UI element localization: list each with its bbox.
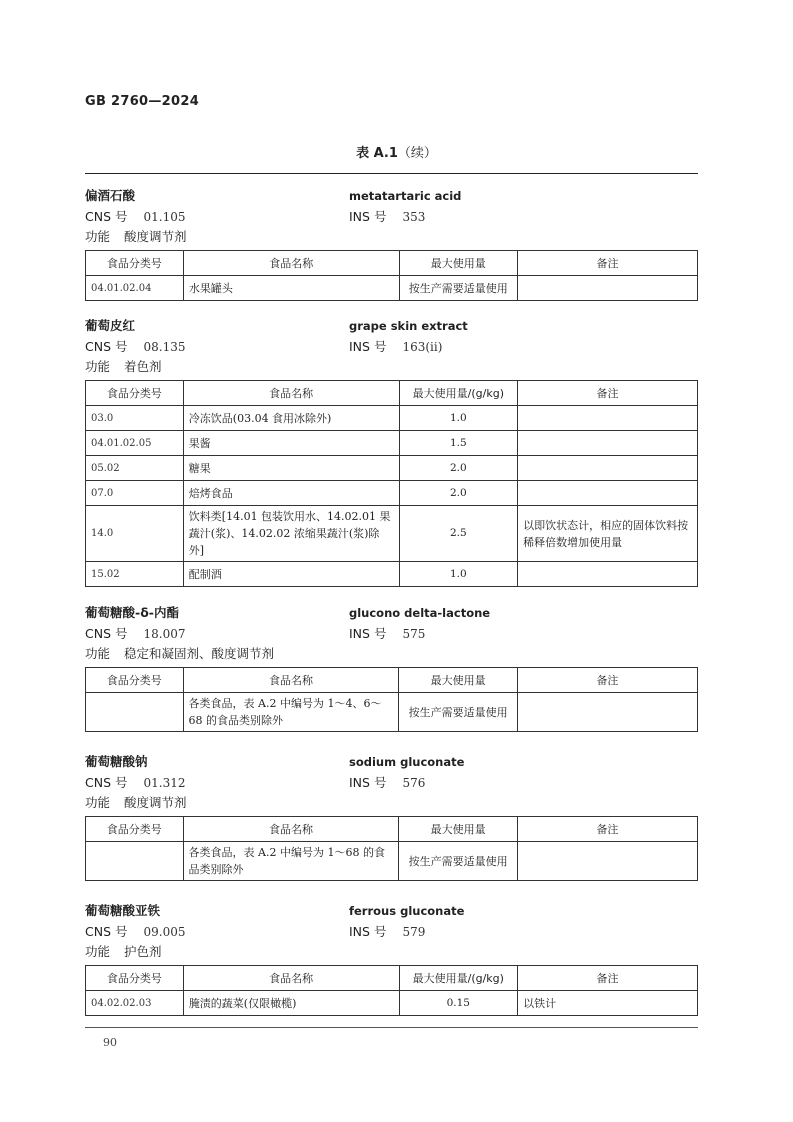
col-header-note: 备注 [518,966,698,991]
col-header-max: 最大使用量 [399,251,517,276]
additive-name-cn: 葡萄糖酸亚铁 [85,903,161,918]
food-name: 水果罐头 [183,276,399,301]
table-row [86,506,698,562]
col-header-note: 备注 [517,251,697,276]
table-row [86,276,698,301]
function-value: 酸度调节剂 [124,229,187,244]
col-header-name: 食品名称 [183,251,399,276]
food-code: 05.02 [86,456,184,481]
col-header-code: 食品分类号 [86,381,184,406]
top-rule [85,173,698,174]
cns-label: CNS 号 [85,775,128,790]
table-caption-continued: （续） [397,146,437,161]
table-row [86,842,698,881]
food-name: 焙烤食品 [183,481,399,506]
cns-label: CNS 号 [85,209,128,224]
note [518,456,698,481]
function-label: 功能 [85,229,111,244]
note [518,481,698,506]
food-name: 冷冻饮品(03.04 食用冰除外) [183,406,399,431]
food-name: 腌渍的蔬菜(仅限橄榄) [183,991,399,1016]
col-header-code: 食品分类号 [86,668,184,693]
ins-label: INS 号 [349,626,387,641]
additive-entry [85,186,698,301]
ins-label: INS 号 [349,924,387,939]
col-header-code: 食品分类号 [86,817,184,842]
cns-value: 08.135 [143,340,186,354]
ins-value: 353 [402,210,426,224]
col-header-note: 备注 [518,381,698,406]
note [518,431,698,456]
note: 以即饮状态计，相应的固体饮料按稀释倍数增加使用量 [518,506,698,562]
table-row [86,456,698,481]
additive-name-en: ferrous gluconate [349,904,465,918]
col-header-name: 食品名称 [183,817,399,842]
function-value: 稳定和凝固剂、酸度调节剂 [124,646,275,661]
food-name: 各类食品，表 A.2 中编号为 1～68 的食品类别除外 [183,842,399,881]
table-row [86,406,698,431]
food-name: 饮料类[14.01 包装饮用水、14.02.01 果蔬汁(浆)、14.02.02 浓缩果蔬汁(浆)除外] [183,506,399,562]
usage-table [85,816,698,881]
usage-table [85,667,698,732]
additive-entry [85,901,698,1016]
food-code: 14.0 [86,506,184,562]
additive-name-en: glucono delta-lactone [349,606,491,620]
cns-value: 01.105 [143,210,186,224]
col-header-max: 最大使用量/(g/kg) [399,381,518,406]
usage-table [85,250,698,301]
document-number: GB 2760—2024 [85,94,200,109]
col-header-max: 最大使用量 [399,817,517,842]
additive-name-cn: 偏酒石酸 [85,188,136,203]
max-usage: 1.0 [399,562,518,587]
additive-name-cn: 葡萄糖酸-δ-内酯 [85,605,179,620]
ins-label: INS 号 [349,209,387,224]
food-name: 果酱 [183,431,399,456]
food-code [86,693,184,732]
additive-entry [85,316,698,587]
max-usage: 1.0 [399,406,518,431]
table-row [86,481,698,506]
note [517,693,697,732]
usage-table [85,965,698,1016]
table-header-row [86,381,698,406]
table-caption-main: 表 A.1 [356,146,398,161]
cns-value: 09.005 [143,925,186,939]
additive-name-en: sodium gluconate [349,755,465,769]
cns-label: CNS 号 [85,626,128,641]
table-row [86,562,698,587]
max-usage: 按生产需要适量使用 [399,842,517,881]
function-label: 功能 [85,944,111,959]
col-header-name: 食品名称 [183,966,399,991]
table-header-row [86,817,698,842]
note [518,562,698,587]
table-row [86,431,698,456]
col-header-name: 食品名称 [183,668,399,693]
function-value: 着色剂 [124,359,162,374]
max-usage: 0.15 [399,991,518,1016]
page-number: 90 [103,1036,117,1049]
bottom-rule [85,1027,698,1028]
additive-entry [85,603,698,732]
table-header-row [86,966,698,991]
function-label: 功能 [85,795,111,810]
col-header-name: 食品名称 [183,381,399,406]
table-row [86,693,698,732]
max-usage: 2.5 [399,506,518,562]
additive-name-en: grape skin extract [349,319,468,333]
table-caption [0,142,793,161]
usage-table [85,380,698,587]
max-usage: 2.0 [399,456,518,481]
function-value: 酸度调节剂 [124,795,187,810]
col-header-max: 最大使用量 [399,668,517,693]
food-code: 15.02 [86,562,184,587]
col-header-code: 食品分类号 [86,251,184,276]
function-label: 功能 [85,359,111,374]
ins-value: 163(ii) [402,340,443,354]
col-header-max: 最大使用量/(g/kg) [399,966,518,991]
cns-value: 18.007 [143,627,186,641]
food-code: 07.0 [86,481,184,506]
food-code: 03.0 [86,406,184,431]
ins-label: INS 号 [349,775,387,790]
function-label: 功能 [85,646,111,661]
max-usage: 按生产需要适量使用 [399,693,517,732]
additive-name-cn: 葡萄皮红 [85,318,136,333]
cns-label: CNS 号 [85,924,128,939]
food-code [86,842,184,881]
max-usage: 按生产需要适量使用 [399,276,517,301]
note [518,406,698,431]
food-code: 04.02.02.03 [86,991,184,1016]
col-header-note: 备注 [517,668,697,693]
note [517,842,697,881]
food-code: 04.01.02.05 [86,431,184,456]
ins-label: INS 号 [349,339,387,354]
max-usage: 1.5 [399,431,518,456]
ins-value: 579 [402,925,426,939]
function-value: 护色剂 [124,944,162,959]
cns-label: CNS 号 [85,339,128,354]
ins-value: 575 [402,627,426,641]
food-name: 各类食品，表 A.2 中编号为 1～4、6～68 的食品类别除外 [183,693,399,732]
food-name: 配制酒 [183,562,399,587]
additive-entry [85,752,698,881]
table-header-row [86,668,698,693]
additive-name-en: metatartaric acid [349,189,462,203]
col-header-code: 食品分类号 [86,966,184,991]
food-code: 04.01.02.04 [86,276,184,301]
note: 以铁计 [518,991,698,1016]
food-name: 糖果 [183,456,399,481]
table-header-row [86,251,698,276]
col-header-note: 备注 [517,817,697,842]
max-usage: 2.0 [399,481,518,506]
ins-value: 576 [402,776,426,790]
table-row [86,991,698,1016]
cns-value: 01.312 [143,776,186,790]
note [517,276,697,301]
additive-name-cn: 葡萄糖酸钠 [85,754,148,769]
